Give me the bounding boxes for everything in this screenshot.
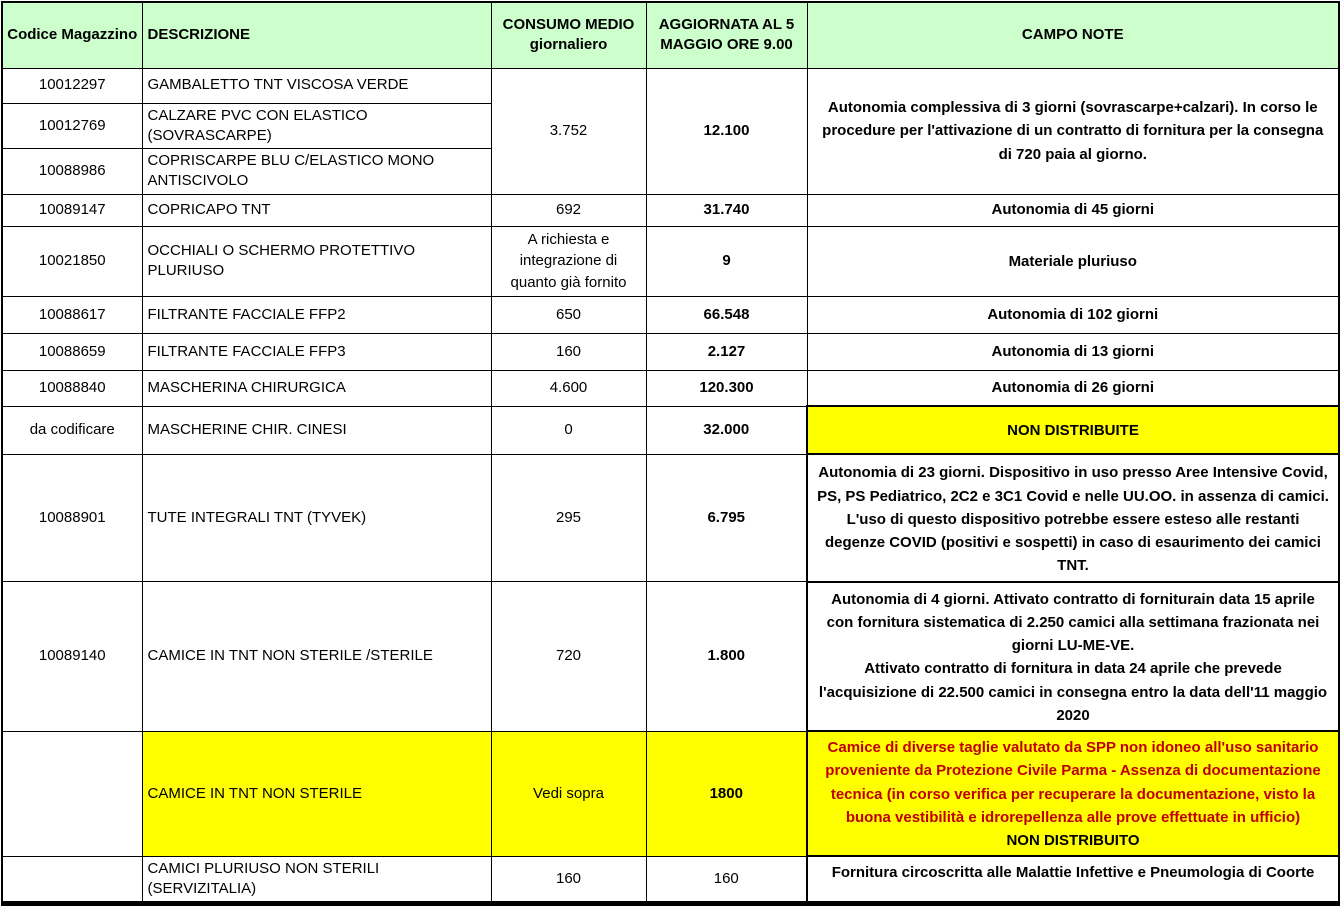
codice-cell: 10088986 — [2, 149, 142, 195]
consumo-cell: 160 — [491, 333, 646, 370]
note-paragraph: Attivato contratto di fornitura in data 24 aprile che prevede l'acquisizione di 22.500 camici in consegna entro la data dell'11 maggio 2020 — [818, 660, 1328, 724]
header-aggiornata-line1: AGGIORNATA AL 5 — [658, 16, 795, 33]
descrizione-cell: COPRICAPO TNT — [142, 194, 491, 226]
codice-cell: 10089140 — [2, 582, 142, 732]
table-row — [2, 582, 1339, 732]
aggiornata-cell: 6.795 — [646, 454, 807, 581]
codice-cell-empty — [2, 856, 142, 904]
consumo-cell: 692 — [491, 194, 646, 226]
note-cell: Autonomia di 23 giorni. Dispositivo in uso presso Aree Intensive Covid, PS, PS Pediatrico, 2C2 e 3C1 Covid e nelle UU.OO. in assenza di camici. L'uso di questo dispositivo potrebbe essere esteso alle restanti degenze COVID (positivi e sospetti) in caso di esaurimento dei camici TNT. — [807, 454, 1339, 581]
table-row-highlighted — [2, 731, 1339, 856]
header-aggiornata-line2: MAGGIO ORE 9.00 — [660, 36, 793, 54]
table-row — [2, 226, 1339, 296]
table-row — [2, 333, 1339, 370]
descrizione-cell: CAMICE IN TNT NON STERILE /STERILE — [142, 582, 491, 732]
codice-cell: 10088617 — [2, 296, 142, 333]
descrizione-cell: MASCHERINA CHIRURGICA — [142, 370, 491, 406]
descrizione-cell: CAMICE IN TNT NON STERILE — [142, 731, 491, 856]
consumo-cell: 0 — [491, 406, 646, 454]
codice-cell-empty — [2, 731, 142, 856]
descrizione-cell: MASCHERINE CHIR. CINESI — [142, 406, 491, 454]
codice-cell: 10089147 — [2, 194, 142, 226]
note-cell: Autonomia di 45 giorni — [807, 194, 1339, 226]
aggiornata-cell: 32.000 — [646, 406, 807, 454]
codice-cell: 10088901 — [2, 454, 142, 581]
consumo-cell: A richiesta e integrazione di quanto già fornito — [491, 226, 646, 296]
consumo-cell: 720 — [491, 582, 646, 732]
header-consumo-line2: giornaliero — [529, 36, 608, 54]
aggiornata-cell: 12.100 — [646, 68, 807, 194]
note-cell: Autonomia di 26 giorni — [807, 370, 1339, 406]
header-descrizione: DESCRIZIONE — [142, 2, 491, 68]
table-row — [2, 194, 1339, 226]
codice-cell: 10021850 — [2, 226, 142, 296]
codice-cell: 10088659 — [2, 333, 142, 370]
codice-cell: da codificare — [2, 406, 142, 454]
codice-cell: 10088840 — [2, 370, 142, 406]
descrizione-cell: OCCHIALI O SCHERMO PROTETTIVO PLURIUSO — [142, 226, 491, 296]
descrizione-cell: FILTRANTE FACCIALE FFP2 — [142, 296, 491, 333]
aggiornata-cell: 66.548 — [646, 296, 807, 333]
descrizione-cell: FILTRANTE FACCIALE FFP3 — [142, 333, 491, 370]
note-cell: Autonomia di 13 giorni — [807, 333, 1339, 370]
aggiornata-cell: 160 — [646, 856, 807, 904]
aggiornata-cell: 1800 — [646, 731, 807, 856]
aggiornata-cell: 31.740 — [646, 194, 807, 226]
table-row — [2, 296, 1339, 333]
note-cell: Fornitura circoscritta alle Malattie Infettive e Pneumologia di Coorte — [807, 856, 1339, 904]
supply-table — [1, 1, 1340, 906]
header-consumo — [491, 2, 646, 68]
note-cell: Materiale pluriuso — [807, 226, 1339, 296]
table-row — [2, 370, 1339, 406]
consumo-cell: 160 — [491, 856, 646, 904]
descrizione-cell: GAMBALETTO TNT VISCOSA VERDE — [142, 68, 491, 103]
table-row — [2, 454, 1339, 581]
descrizione-cell: CAMICI PLURIUSO NON STERILI (SERVIZITALIA) — [142, 856, 491, 904]
note-cell: Autonomia di 102 giorni — [807, 296, 1339, 333]
header-aggiornata — [646, 2, 807, 68]
descrizione-cell: TUTE INTEGRALI TNT (TYVEK) — [142, 454, 491, 581]
table-row — [2, 406, 1339, 454]
aggiornata-cell: 1.800 — [646, 582, 807, 732]
note-warning-text: Camice di diverse taglie valutato da SPP non idoneo all'uso sanitario proveniente da Protezione Civile Parma - Assenza di documentazione tecnica (in corso verifica per recuperare la documentazione, visto la buona vestibilità e idrorepellenza alle prove effettuate in ufficio) — [825, 739, 1321, 826]
descrizione-cell: COPRISCARPE BLU C/ELASTICO MONO ANTISCIVOLO — [142, 149, 491, 195]
header-row — [2, 2, 1339, 68]
note-final-text: NON DISTRIBUITO — [1006, 832, 1140, 849]
aggiornata-cell: 2.127 — [646, 333, 807, 370]
codice-cell: 10012297 — [2, 68, 142, 103]
consumo-cell: Vedi sopra — [491, 731, 646, 856]
note-cell — [807, 582, 1339, 732]
aggiornata-cell: 120.300 — [646, 370, 807, 406]
aggiornata-cell: 9 — [646, 226, 807, 296]
header-note: CAMPO NOTE — [807, 2, 1339, 68]
consumo-cell: 3.752 — [491, 68, 646, 194]
consumo-cell: 4.600 — [491, 370, 646, 406]
table-row — [2, 68, 1339, 103]
table-row — [2, 856, 1339, 904]
header-codice: Codice Magazzino — [2, 2, 142, 68]
note-paragraph: Autonomia di 4 giorni. Attivato contratto di forniturain data 15 aprile con fornitura sistematica di 2.250 camici alla settimana frazionata nei giorni LU-ME-VE. — [826, 590, 1320, 654]
note-cell-highlighted — [807, 731, 1339, 856]
note-cell: Autonomia complessiva di 3 giorni (sovrascarpe+calzari). In corso le procedure per l'attivazione di un contratto di fornitura per la consegna di 720 paia al giorno. — [807, 68, 1339, 194]
consumo-cell: 295 — [491, 454, 646, 581]
note-cell-highlighted: NON DISTRIBUITE — [807, 406, 1339, 454]
consumo-cell: 650 — [491, 296, 646, 333]
codice-cell: 10012769 — [2, 103, 142, 149]
header-consumo-line1: CONSUMO MEDIO — [502, 16, 635, 33]
descrizione-cell: CALZARE PVC CON ELASTICO (SOVRASCARPE) — [142, 103, 491, 149]
